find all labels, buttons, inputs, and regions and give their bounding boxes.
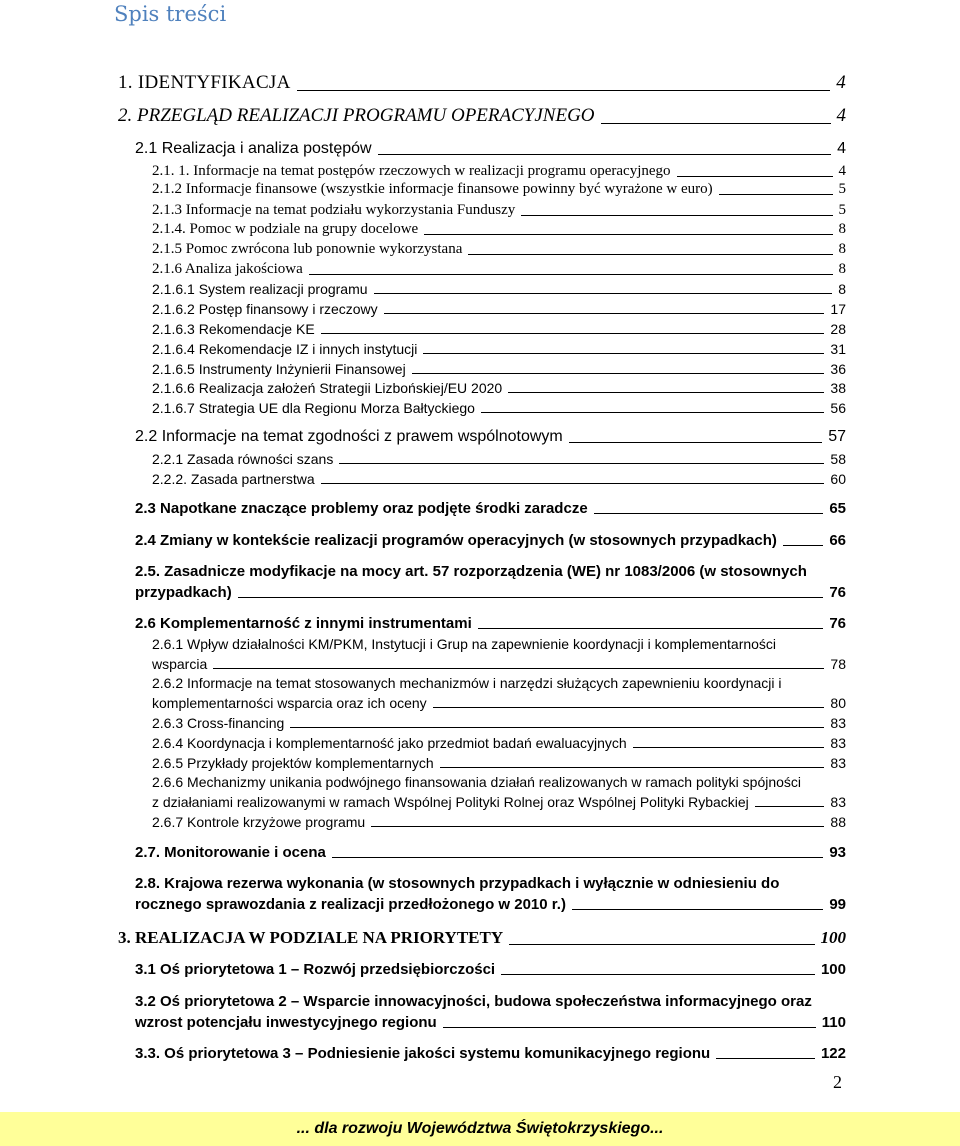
toc-entry-label: komplementarności wsparcia oraz ich oceny: [152, 695, 427, 711]
toc-entry-page: 66: [829, 532, 846, 549]
toc-entry-label: 2. PRZEGLĄD REALIZACJI PROGRAMU OPERACYJNEGO: [118, 105, 595, 126]
toc-entry-label: 2.7. Monitorowanie i ocena: [135, 844, 326, 861]
toc-leader: [572, 909, 823, 910]
toc-leader: [481, 412, 824, 413]
toc-entry-page: 5: [838, 181, 846, 197]
toc-entry[interactable]: [152, 735, 846, 751]
toc-entry-page: 56: [830, 400, 846, 416]
toc-entry-label: 2.2.2. Zasada partnerstwa: [152, 471, 315, 487]
toc-entry-label: 2.4 Zmiany w kontekście realizacji programów operacyjnych (w stosownych przypadkach): [135, 532, 777, 549]
toc-leader: [677, 176, 833, 177]
toc-entry[interactable]: [135, 428, 846, 446]
toc-leader: [783, 545, 823, 546]
toc-entry-page: 65: [829, 500, 846, 517]
toc-leader: [508, 392, 824, 393]
toc-entry-label: 2.1.6.6 Realizacja założeń Strategii Lizbońskiej/EU 2020: [152, 380, 503, 396]
toc-entry[interactable]: [135, 140, 846, 158]
toc-leader: [309, 274, 833, 275]
toc-entry-page: 100: [820, 928, 846, 947]
toc-entry-label: 2.6.4 Koordynacja i komplementarność jako przedmiot badań ewaluacyjnych: [152, 735, 627, 751]
toc-entry-page: 28: [830, 321, 846, 337]
toc-entry-label: 2.1.6.5 Instrumenty Inżynierii Finansowej: [152, 361, 406, 377]
toc-entry[interactable]: [135, 896, 846, 913]
toc-entry-label: z działaniami realizowanymi w ramach Wspólnej Polityki Rolnej oraz Wspólnej Polityki Rybackiej: [152, 794, 749, 810]
toc-entry-label: 2.1.6.4 Rekomendacje IZ i innych instytucji: [152, 341, 418, 357]
toc-entry[interactable]: [135, 844, 846, 861]
toc-leader: [321, 333, 825, 334]
toc-leader: [384, 313, 825, 314]
toc-leader: [371, 826, 824, 827]
toc-leader: [332, 857, 823, 858]
footer-banner: [0, 1112, 960, 1146]
toc-entry[interactable]: [152, 471, 846, 487]
toc-entry[interactable]: [118, 72, 846, 94]
toc-leader: [213, 668, 824, 669]
toc-entry[interactable]: [152, 656, 846, 672]
toc-entry[interactable]: [135, 500, 846, 517]
toc-leader: [374, 293, 833, 294]
toc-leader: [719, 194, 833, 195]
toc-entry[interactable]: [152, 241, 846, 258]
toc-entry-label: 2.3 Napotkane znaczące problemy oraz podjęte środki zaradcze: [135, 500, 588, 517]
toc-leader: [424, 234, 832, 235]
toc-entry-page: 122: [820, 1045, 846, 1062]
toc-entry[interactable]: [152, 695, 846, 711]
toc-entry[interactable]: [152, 715, 846, 731]
toc-leader: [339, 463, 824, 464]
toc-entry-label: 2.2.1 Zasada równości szans: [152, 451, 334, 467]
toc-entry-label: 2.1.6.1 System realizacji programu: [152, 281, 368, 297]
toc-entry[interactable]: [152, 380, 846, 396]
toc-entry[interactable]: [152, 814, 846, 830]
toc-entry[interactable]: [152, 755, 846, 771]
toc-leader: [755, 806, 825, 807]
toc-leader: [716, 1058, 815, 1059]
toc-entry-page: 36: [830, 361, 846, 377]
toc-entry-line1: 2.6.2 Informacje na temat stosowanych mechanizmów i narzędzi służących zapewnieniu koordynacji i: [152, 675, 782, 691]
toc-entry-label: 2.2 Informacje na temat zgodności z prawem wspólnotowym: [135, 428, 563, 445]
toc-leader: [521, 215, 832, 216]
toc-entry-page: 31: [830, 341, 846, 357]
toc-entry-label: 3. REALIZACJA W PODZIALE NA PRIORYTETY: [118, 928, 504, 947]
toc-entry-line1: 2.5. Zasadnicze modyfikacje na mocy art. 57 rozporządzenia (WE) nr 1083/2006 (w stosownych: [135, 563, 807, 580]
toc-entry-page: 83: [830, 715, 846, 731]
toc-entry-label: 2.1.3 Informacje na temat podziału wykorzystania Funduszy: [152, 202, 516, 218]
toc-leader: [443, 1027, 816, 1028]
toc-entry-label: 2.6.5 Przykłady projektów komplementarnych: [152, 755, 434, 771]
toc-entry[interactable]: [152, 794, 846, 810]
toc-entry-page: 4: [836, 105, 846, 126]
toc-entry-page: 8: [838, 261, 846, 277]
toc-entry-line1: 2.8. Krajowa rezerwa wykonania (w stosownych przypadkach i wyłącznie w odniesieniu do: [135, 875, 780, 892]
toc-leader: [440, 767, 825, 768]
toc-entry-line1: 2.6.1 Wpływ działalności KM/PKM, Instytucji i Grup na zapewnienie koordynacji i komplementarności: [152, 636, 777, 652]
toc-entry[interactable]: [152, 341, 846, 357]
toc-leader: [601, 123, 831, 124]
toc-entry-page: 76: [829, 615, 846, 632]
toc-leader: [501, 974, 815, 975]
toc-leader: [238, 597, 824, 598]
toc-entry-page: 8: [838, 221, 846, 237]
toc-leader: [423, 353, 824, 354]
toc-entry-page: 83: [830, 735, 846, 751]
toc-entry[interactable]: [152, 181, 846, 198]
toc-entry-page: 83: [830, 755, 846, 771]
toc-leader: [569, 442, 822, 443]
toc-leader: [378, 154, 832, 155]
toc-entry-page: 100: [820, 961, 846, 978]
toc-entry-label: 2.1.2 Informacje finansowe (wszystkie informacje finansowe powinny być wyrażone w euro): [152, 181, 713, 197]
toc-entry[interactable]: [152, 400, 846, 416]
toc-entry-page: 8: [838, 241, 846, 257]
toc-entry-page: 88: [830, 814, 846, 830]
toc-entry[interactable]: [152, 202, 846, 219]
toc-entry[interactable]: [135, 961, 846, 978]
toc-leader: [297, 90, 831, 91]
toc-entry-label: 2.1.6.3 Rekomendacje KE: [152, 321, 315, 337]
toc-entry-label: 2.6.3 Cross-financing: [152, 715, 285, 731]
toc-entry[interactable]: [152, 261, 846, 278]
toc-entry-page: 60: [830, 471, 846, 487]
toc-entry-page: 93: [829, 844, 846, 861]
toc-entry-page: 58: [830, 451, 846, 467]
toc-entry-label: 2.1.6.7 Strategia UE dla Regionu Morza Bałtyckiego: [152, 400, 475, 416]
toc-entry-label: 1. IDENTYFIKACJA: [118, 72, 291, 93]
toc-entry[interactable]: [118, 928, 846, 948]
toc-entry[interactable]: [118, 105, 846, 127]
toc-entry-page: 80: [830, 695, 846, 711]
toc-entry-page: 110: [821, 1014, 846, 1031]
toc-leader: [412, 373, 825, 374]
toc-entry-label: 3.3. Oś priorytetowa 3 – Podniesienie jakości systemu komunikacyjnego regionu: [135, 1045, 711, 1062]
toc-entry-label: 2.1.6 Analiza jakościowa: [152, 261, 303, 277]
toc-entry-label: przypadkach): [135, 584, 232, 601]
toc-entry[interactable]: [152, 451, 846, 467]
toc-leader: [468, 254, 832, 255]
toc-entry-label: 2.1 Realizacja i analiza postępów: [135, 140, 372, 157]
toc-entry[interactable]: [135, 584, 846, 601]
toc-entry-page: 83: [830, 794, 846, 810]
toc-entry-label: 2.1. 1. Informacje na temat postępów rzeczowych w realizacji programu operacyjnego: [152, 163, 671, 179]
toc-entry-label: 2.6.7 Kontrole krzyżowe programu: [152, 814, 366, 830]
toc-leader: [290, 727, 824, 728]
toc-entry-page: 38: [830, 380, 846, 396]
toc-entry-label: rocznego sprawozdania z realizacji przedłożonego w 2010 r.): [135, 896, 566, 913]
toc-leader: [478, 628, 824, 629]
toc-entry-page: 17: [830, 301, 846, 317]
toc-leader: [633, 747, 825, 748]
toc-entry[interactable]: [135, 532, 846, 549]
toc-entry-page: 8: [838, 281, 846, 297]
toc-entry[interactable]: [135, 615, 846, 632]
toc-entry-label: 2.1.6.2 Postęp finansowy i rzeczowy: [152, 301, 378, 317]
toc-entry-label: wsparcia: [152, 656, 208, 672]
toc-leader: [433, 707, 825, 708]
page-number: 2: [833, 1072, 842, 1092]
toc-entry[interactable]: [152, 221, 846, 238]
toc-entry-line1: 2.6.6 Mechanizmy unikania podwójnego finansowania działań realizowanych w ramach polityki spójności: [152, 774, 802, 790]
toc-entry[interactable]: [152, 301, 846, 317]
toc-entry-page: 57: [828, 428, 846, 445]
toc-entry-page: 78: [830, 656, 846, 672]
toc-entry-line1: 3.2 Oś priorytetowa 2 – Wsparcie innowacyjności, budowa społeczeństwa informacyjnego oraz: [135, 993, 812, 1010]
toc-entry[interactable]: [152, 281, 846, 297]
toc-leader: [594, 513, 824, 514]
toc-entry-page: 4: [838, 163, 846, 179]
toc-entry-page: 99: [829, 896, 846, 913]
toc-entry-label: 2.1.4. Pomoc w podziale na grupy docelowe: [152, 221, 419, 237]
toc-entry[interactable]: [152, 321, 846, 337]
toc-leader: [509, 944, 814, 945]
page-title: Spis treści: [114, 2, 227, 26]
toc-entry-label: 2.1.5 Pomoc zwrócona lub ponownie wykorzystana: [152, 241, 463, 257]
toc-leader: [321, 483, 825, 484]
toc-entry-page: 4: [836, 72, 846, 93]
toc-entry[interactable]: [135, 1045, 846, 1062]
toc-entry-page: 5: [838, 202, 846, 218]
toc-entry-label: wzrost potencjału inwestycyjnego regionu: [135, 1014, 437, 1031]
toc-entry[interactable]: [152, 163, 846, 180]
footer-text: ... dla rozwoju Województwa Świętokrzyskiego...: [296, 1120, 664, 1137]
toc-entry-label: 3.1 Oś priorytetowa 1 – Rozwój przedsiębiorczości: [135, 961, 496, 978]
toc-entry-label: 2.6 Komplementarność z innymi instrumentami: [135, 615, 472, 632]
toc-entry[interactable]: [152, 361, 846, 377]
toc-entry[interactable]: [135, 1014, 846, 1031]
toc-entry-page: 76: [829, 584, 846, 601]
toc-entry-page: 4: [837, 140, 846, 157]
